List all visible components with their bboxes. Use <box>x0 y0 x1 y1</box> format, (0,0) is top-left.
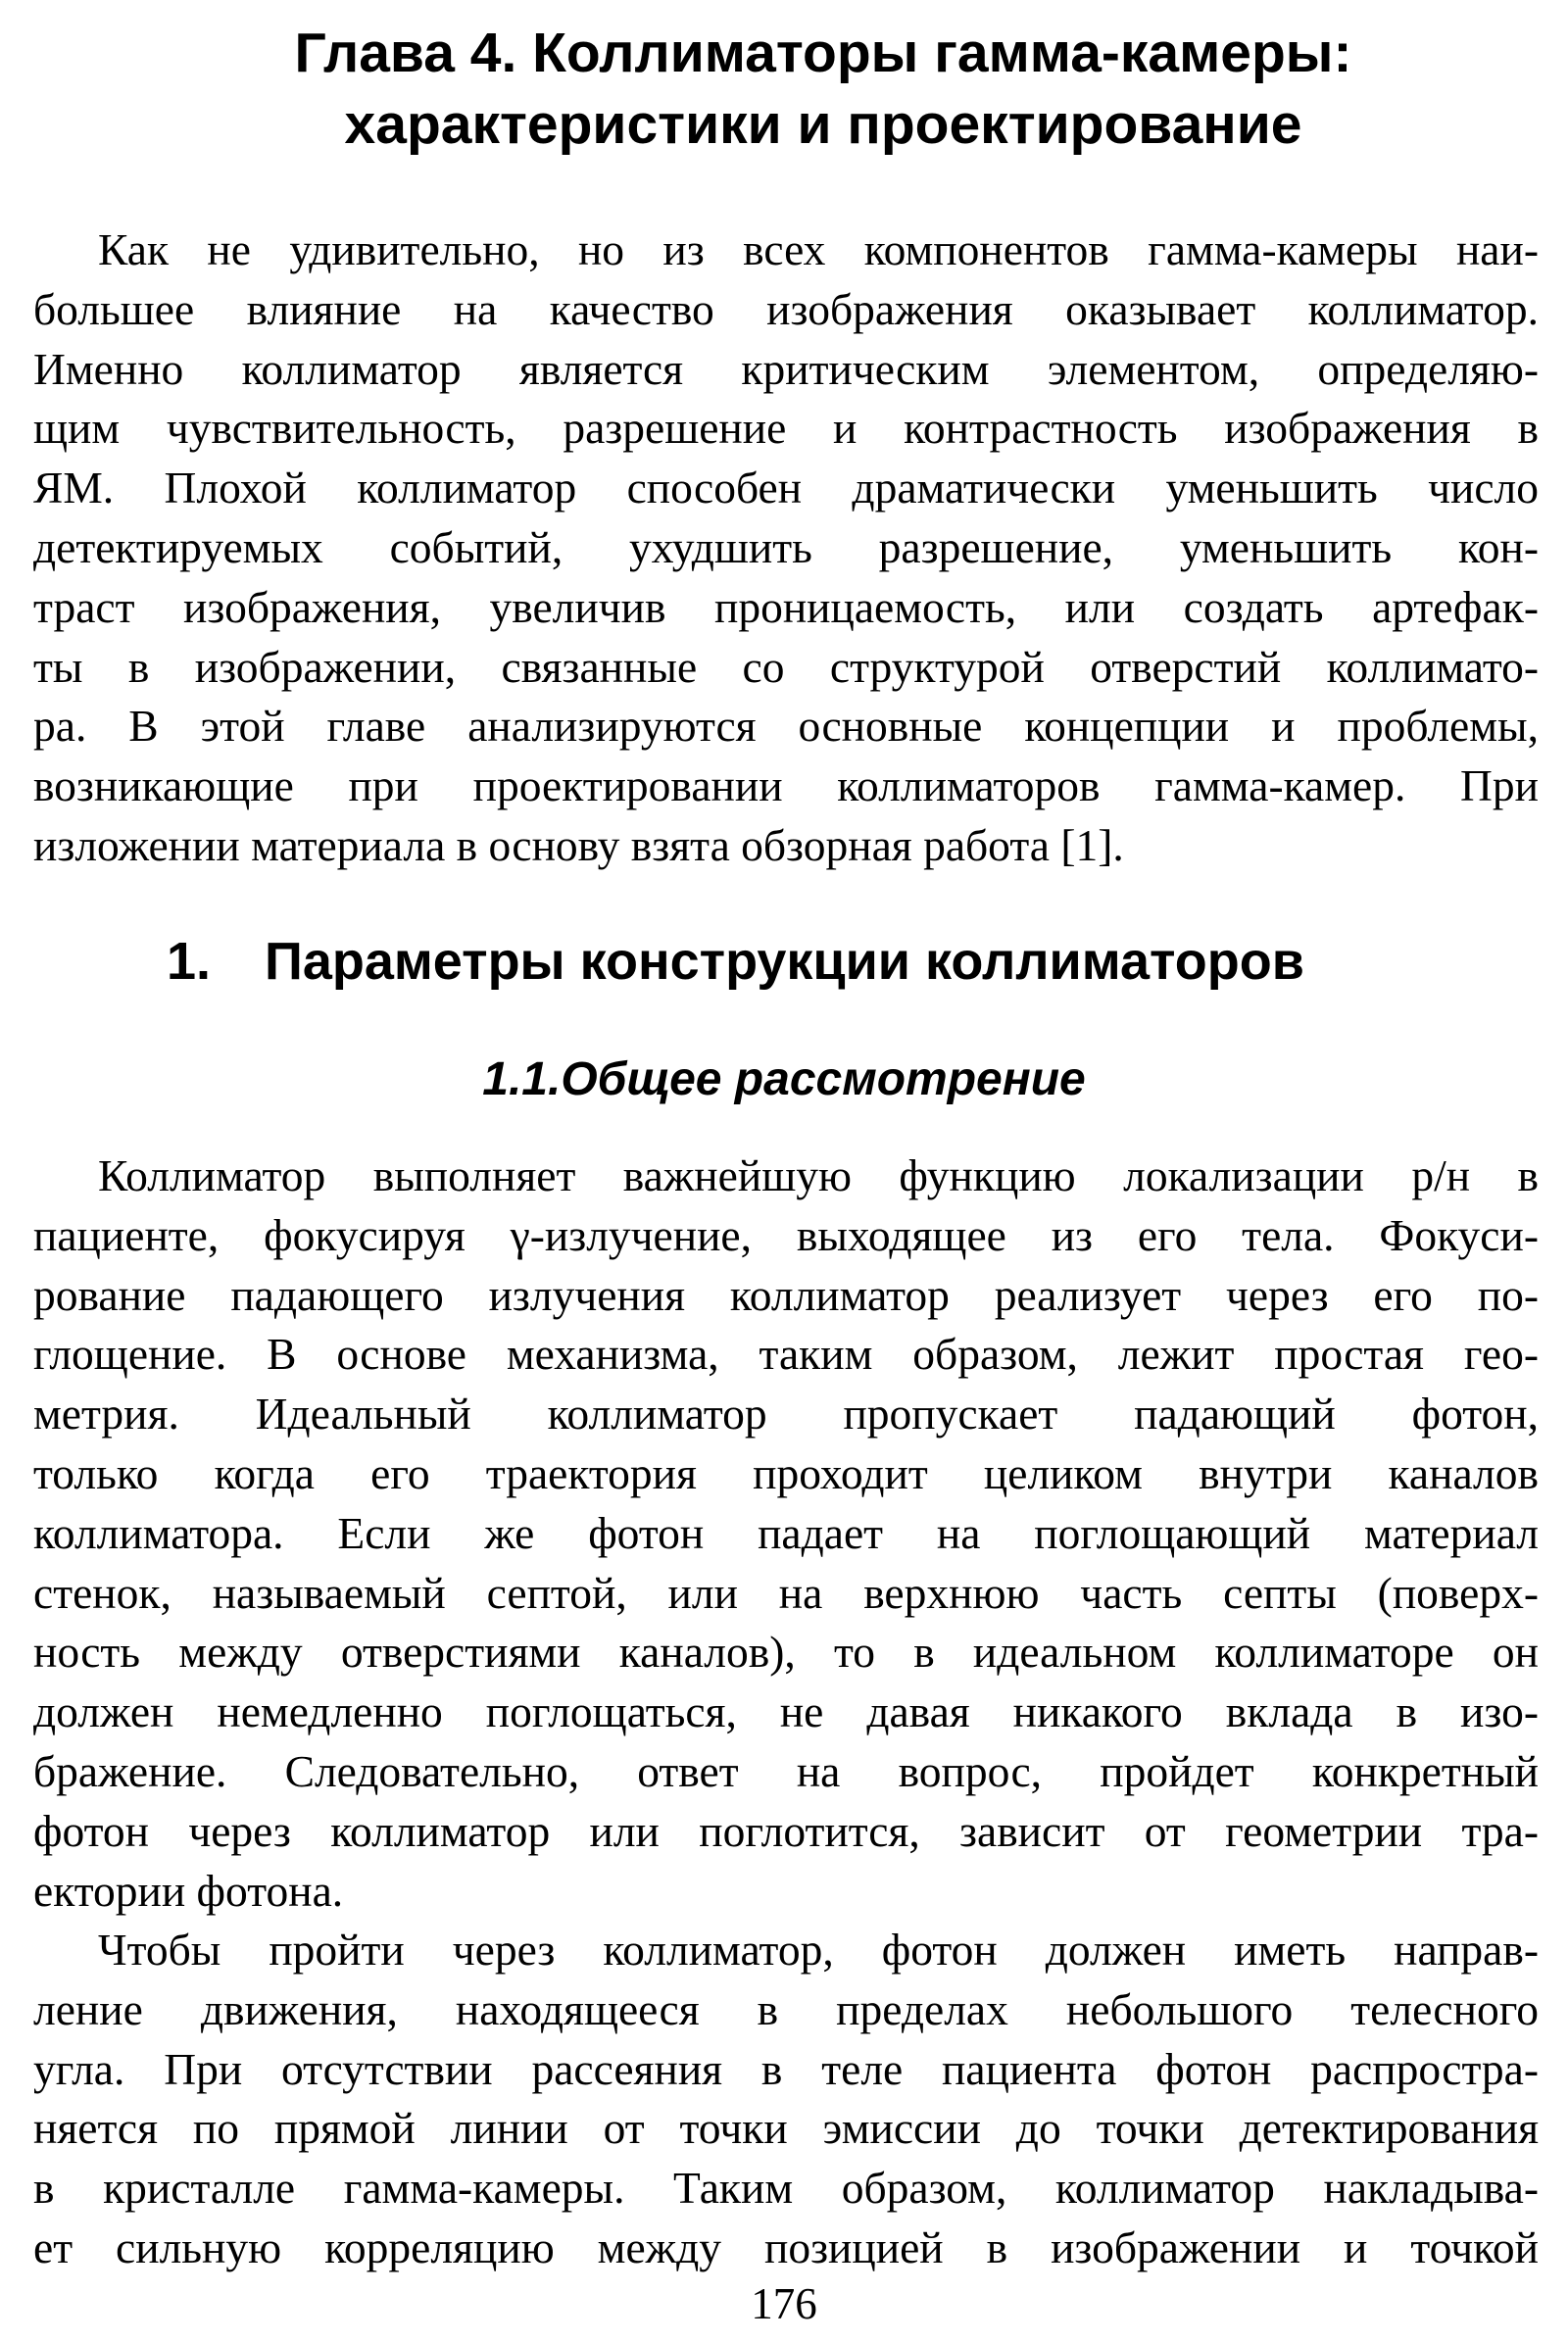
text-line: ектории фотона. <box>33 1865 344 1916</box>
section-heading <box>167 927 1304 996</box>
text-line: Именно коллиматор является критическим элементом, определяю- <box>33 343 1539 394</box>
text-line: няется по прямой линии от точки эмиссии до точки детектирования <box>33 2103 1539 2154</box>
text-line: возникающие при проектировании коллиматоров гамма-камер. При <box>33 760 1539 811</box>
subsection-heading: 1.1.Общее рассмотрение <box>482 1053 1086 1105</box>
text-line: щим чувствительность, разрешение и контрастность изображения в <box>33 403 1539 454</box>
text-line: коллиматора. Если же фотон падает на поглощающий материал <box>33 1507 1539 1558</box>
text-line: ра. В этой главе анализируются основные концепции и проблемы, <box>33 701 1539 752</box>
intro-paragraph <box>33 220 1539 876</box>
text-line: глощение. В основе механизма, таким образом, лежит простая гео- <box>33 1329 1539 1380</box>
text-line: ление движения, находящееся в пределах небольшого телесного <box>33 1983 1539 2034</box>
text-line: детектируемых событий, ухудшить разрешение, уменьшить кон- <box>33 521 1539 572</box>
text-line: изложении материала в основу взята обзорная работа [1]. <box>33 819 1124 870</box>
chapter-title-line-1: Глава 4. Коллиматоры гамма-камеры: <box>294 22 1352 84</box>
text-line: угла. При отсутствии рассеяния в теле пациента фотон распростра- <box>33 2043 1539 2094</box>
text-line: ет сильную корреляцию между позицией в изображении и точкой <box>33 2221 1539 2272</box>
text-line: ЯМ. Плохой коллиматор способен драматически уменьшить число <box>33 463 1539 513</box>
text-line: в кристалле гамма-камеры. Таким образом, коллиматор накладыва- <box>33 2163 1539 2214</box>
text-line: большее влияние на качество изображения оказывает коллиматор. <box>33 283 1539 334</box>
section-number: 1. <box>167 932 212 991</box>
chapter-title <box>137 18 1509 161</box>
page-number: 176 <box>751 2279 817 2328</box>
text-line: только когда его траектория проходит целиком внутри каналов <box>33 1447 1539 1498</box>
text-line: метрия. Идеальный коллиматор пропускает падающий фотон, <box>33 1389 1539 1439</box>
text-line: должен немедленно поглощаться, не давая никакого вклада в изо- <box>33 1686 1539 1737</box>
text-line: Коллиматор выполняет важнейшую функцию локализации р/н в <box>98 1150 1539 1200</box>
body-paragraph <box>33 1147 1539 1921</box>
chapter-title-line-2: характеристики и проектирование <box>344 93 1302 156</box>
text-line: Чтобы пройти через коллиматор, фотон должен иметь направ- <box>98 1925 1539 1975</box>
text-line: Как не удивительно, но из всех компонентов гамма-камеры наи- <box>98 224 1539 274</box>
text-line: стенок, называемый септой, или на верхнюю часть септы (поверх- <box>33 1567 1539 1618</box>
section-title: Параметры конструкции коллиматоров <box>265 932 1304 991</box>
text-line: рование падающего излучения коллиматор реализует через его по- <box>33 1269 1539 1320</box>
text-line: пациенте, фокусируя γ-излучение, выходящее из его тела. Фокуси- <box>33 1209 1539 1260</box>
text-line: бражение. Следовательно, ответ на вопрос, пройдет конкретный <box>33 1745 1539 1796</box>
text-line: траст изображения, увеличив проницаемость, или создать артефак- <box>33 581 1539 632</box>
text-line: фотон через коллиматор или поглотится, зависит от геометрии тра- <box>33 1805 1539 1856</box>
text-line: ты в изображении, связанные со структурой отверстий коллимато- <box>33 641 1539 692</box>
body-paragraph <box>33 1921 1539 2278</box>
text-line: ность между отверстиями каналов), то в идеальном коллиматоре он <box>33 1627 1539 1678</box>
